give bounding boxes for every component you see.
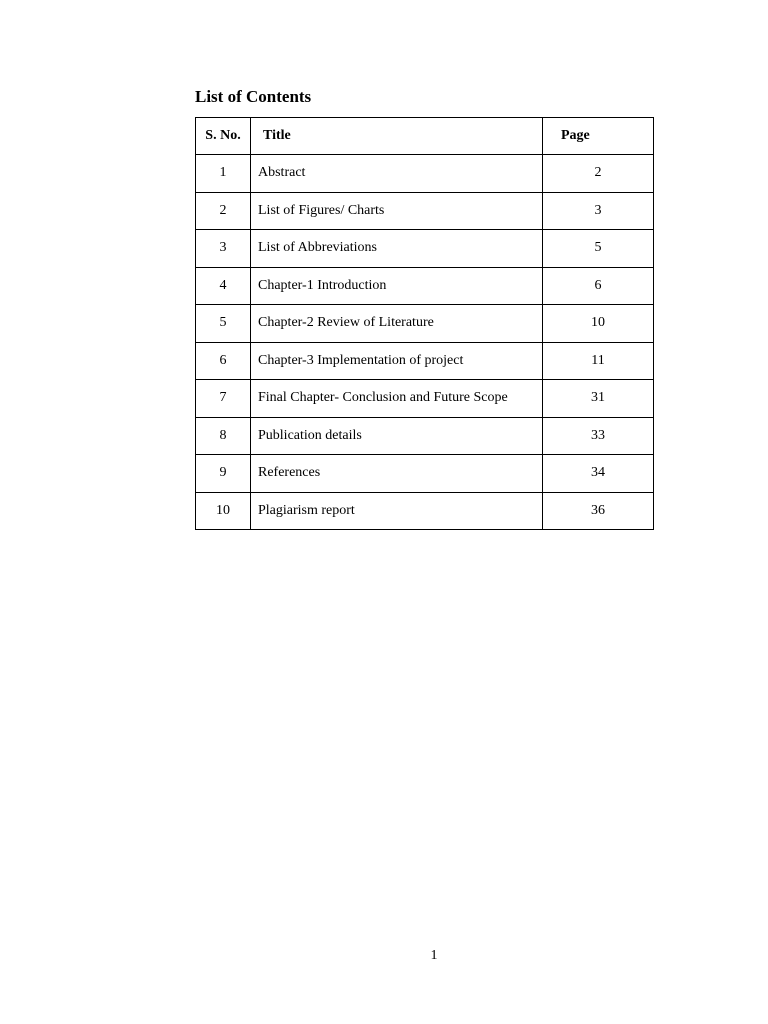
table-row xyxy=(196,155,654,193)
page-heading: List of Contents xyxy=(195,87,312,106)
row-page: 36 xyxy=(543,492,654,530)
page-number: 1 xyxy=(430,948,438,963)
table-header-row xyxy=(196,118,654,155)
row-page: 6 xyxy=(543,267,654,305)
row-page: 5 xyxy=(543,230,654,268)
row-page: 3 xyxy=(543,192,654,230)
row-serial-number: 7 xyxy=(196,380,251,418)
table-row xyxy=(196,380,654,418)
row-serial-number: 10 xyxy=(196,492,251,530)
row-title: Final Chapter- Conclusion and Future Scope xyxy=(251,380,543,418)
row-serial-number: 1 xyxy=(196,155,251,193)
row-serial-number: 4 xyxy=(196,267,251,305)
table-row xyxy=(196,342,654,380)
row-title: Chapter-1 Introduction xyxy=(251,267,543,305)
row-serial-number: 3 xyxy=(196,230,251,268)
row-title: References xyxy=(251,455,543,493)
contents-table xyxy=(195,117,654,530)
row-title: List of Abbreviations xyxy=(251,230,543,268)
row-title: Chapter-2 Review of Literature xyxy=(251,305,543,343)
header-serial-number: S. No. xyxy=(196,118,251,155)
row-page: 2 xyxy=(543,155,654,193)
row-page: 31 xyxy=(543,380,654,418)
header-page: Page xyxy=(543,118,654,155)
table-row xyxy=(196,417,654,455)
header-title: Title xyxy=(251,118,543,155)
row-title: Chapter-3 Implementation of project xyxy=(251,342,543,380)
row-title: List of Figures/ Charts xyxy=(251,192,543,230)
row-page: 33 xyxy=(543,417,654,455)
row-serial-number: 5 xyxy=(196,305,251,343)
row-title: Plagiarism report xyxy=(251,492,543,530)
table-row xyxy=(196,267,654,305)
row-serial-number: 9 xyxy=(196,455,251,493)
table-row xyxy=(196,230,654,268)
row-serial-number: 2 xyxy=(196,192,251,230)
table-row xyxy=(196,492,654,530)
table-row xyxy=(196,455,654,493)
row-serial-number: 8 xyxy=(196,417,251,455)
row-title: Publication details xyxy=(251,417,543,455)
table-row xyxy=(196,305,654,343)
row-serial-number: 6 xyxy=(196,342,251,380)
row-page: 11 xyxy=(543,342,654,380)
row-page: 34 xyxy=(543,455,654,493)
row-title: Abstract xyxy=(251,155,543,193)
row-page: 10 xyxy=(543,305,654,343)
table-row xyxy=(196,192,654,230)
